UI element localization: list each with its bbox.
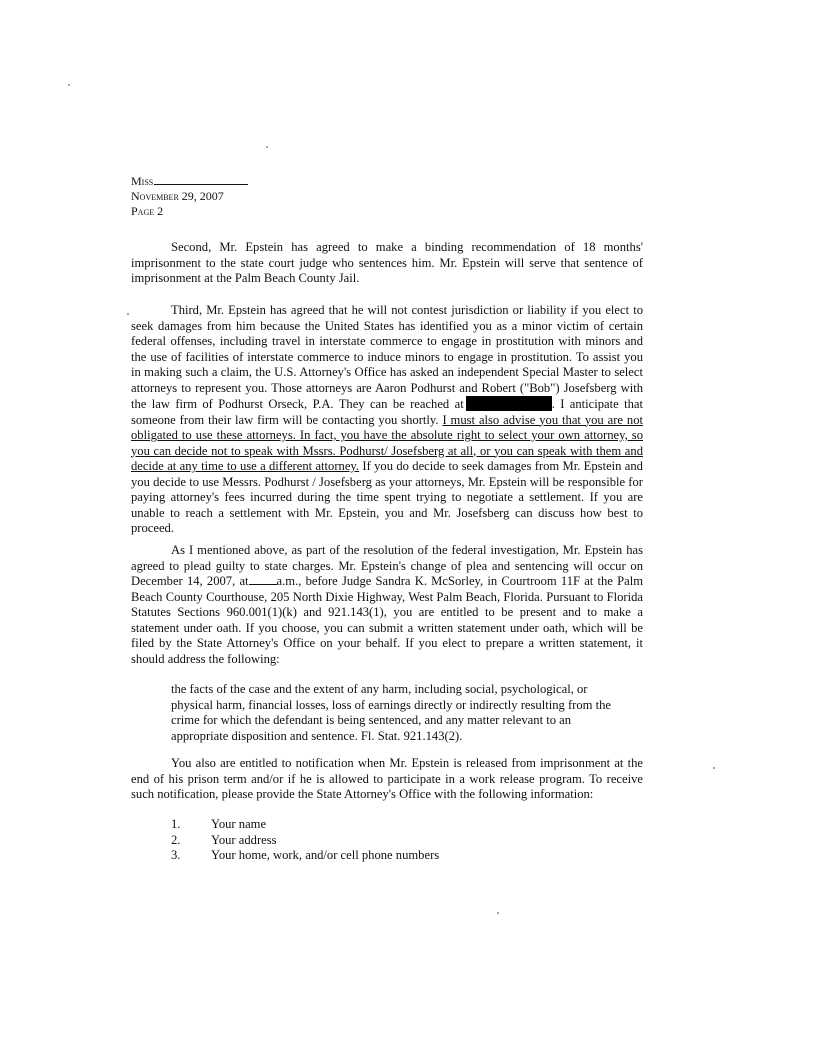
redaction-box [466,396,552,411]
paragraph-sentence [131,240,643,287]
paragraph-text-part: Third, Mr. Epstein has agreed that he will not contest jurisdiction or liability if you elect to seek damages from him because the United States has identified you as a minor victim of certain federal offenses, including travel in interstate commerce to engage in prostitution with minors and the use of facilities of interstate commerce to induce minors to engage in prostitution. To assist you in making such a claim, the U.S. Attorney's Office has asked an independent Special Master to select attorneys to represent you. Those attorneys are Aaron Podhurst and Robert ("Bob") Josefsberg with the law firm of Podhurst Orseck, P.A. They can be reached at [131,303,643,411]
quote-text: the facts of the case and the extent of any harm, including social, psychological, or physical harm, financial losses, loss of earnings directly or indirectly resulting from the crime for which the defendant is being sentenced, and any matter relevant to an appropriate disposition and sentence. Fl. Stat. 921.143(2). [171,682,611,743]
paragraph-notification [131,756,643,803]
paragraph-text: Second, Mr. Epstein has agreed to make a binding recommendation of 18 months' imprisonment to the state court judge who sentences him. Mr. Epstein will serve that sentence of imprisonment at the Palm Beach County Jail. [131,240,643,285]
information-list [171,817,439,864]
scan-speck [713,767,715,769]
scan-speck [68,84,70,86]
scan-speck [497,912,499,914]
list-text: Your name [211,817,267,831]
letter-date: November 29, 2007 [131,189,224,203]
list-item [171,848,439,864]
list-text: Your address [211,832,277,847]
paragraph-text-part: . I anticipate that someone from their law firm will be contacting you shortly. [131,397,643,427]
list-number: 1. [171,817,181,831]
paragraph-damages [131,303,643,537]
paragraph-text: You also are entitled to notification when Mr. Epstein is released from imprisonment at the end of his prison term and/or if he is allowed to participate in a work release program. To receive such notification, please provide the State Attorney's Office with the following information: [131,756,643,801]
recipient-line [131,174,248,189]
paragraph-text-part: a.m., before Judge Sandra K. McSorley, in Courtroom 11F at the Palm Beach County Courthouse, 205 North Dixie Highway, West Palm Beach, Florida. Pursuant to Florida Statutes Sections 960.001(1)(k) and 921.143(1), you are entitled to be present and to make a statement under oath. If you choose, you can submit a written statement under oath, which will be filed by the State Attorney's Office on your behalf. If you elect to prepare a written statement, it should address the following: [131,574,643,666]
scan-speck [266,146,268,148]
list-item [171,833,439,849]
underlined-advisory: I must also advise you that you are not obligated to use these attorneys. In fact, you have the absolute right to select your own attorney, so you can decide not to speak with Mssrs. Podhurst/ Josefsberg at all, or you can speak with them and decide at any time to use a different attorney. [131,412,643,473]
paragraph-text [131,543,643,667]
recipient-blank [154,174,248,185]
list-text: Your home, work, and/or cell phone numbers [211,848,440,862]
scan-speck [127,313,129,315]
list-number: 2. [171,832,181,847]
recipient-label: Miss [131,174,154,188]
paragraph-text [131,303,643,537]
page-number: Page 2 [131,204,164,218]
paragraph-text-part: If you do decide to seek damages from Mr. Epstein and you decide to use Messrs. Podhurst / Josefsberg as your attorneys, Mr. Epstein will be responsible for paying attorney's fees incurred during the time spent trying to negotiate a settlement. If you are unable to reach a settlement with Mr. Epstein, you and Mr. Josefsberg can discuss how best to proceed. [131,459,643,535]
paragraph-text-part: As I mentioned above, as part of the resolution of the federal investigation, Mr. Epstein has agreed to plead guilty to state charges. Mr. Epstein's change of plea and sentencing will occur on December 14, 2007, at [131,543,643,588]
list-item [171,817,439,833]
time-blank [249,574,277,585]
list-number: 3. [171,848,181,862]
paragraph-plea [131,543,643,667]
block-quote [171,682,611,744]
letter-header [131,174,248,219]
